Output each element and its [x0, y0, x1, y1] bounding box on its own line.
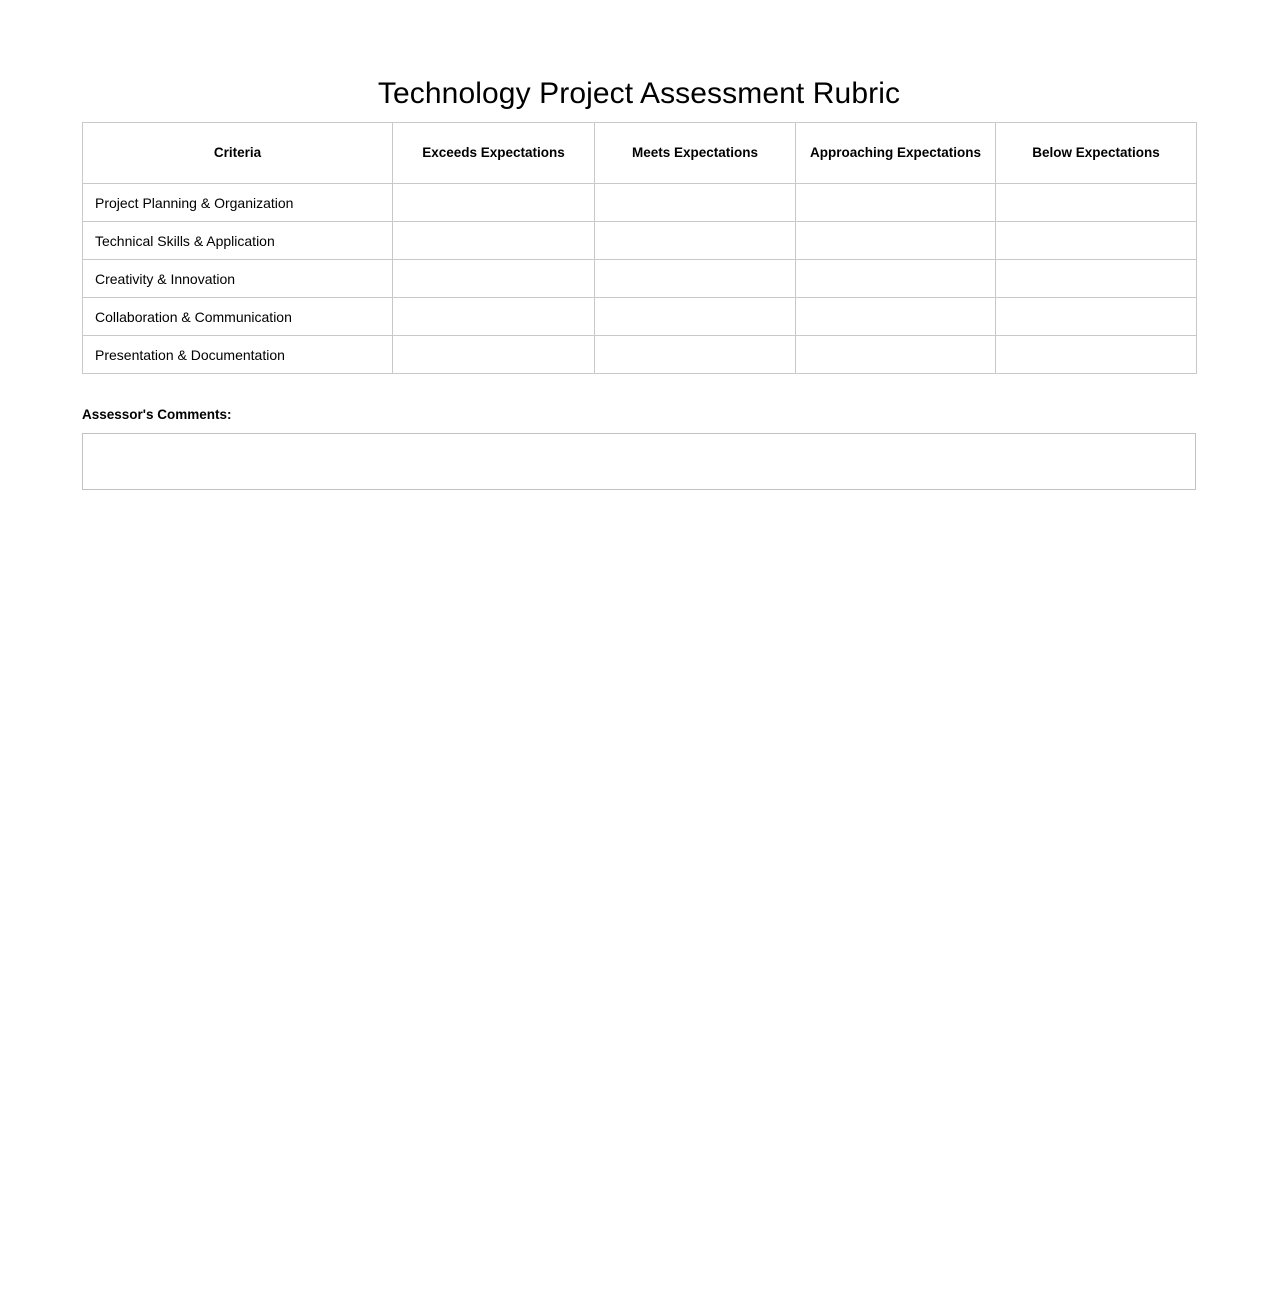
score-cell-exceeds[interactable]	[393, 260, 595, 298]
assessor-comments-label: Assessor's Comments:	[82, 407, 232, 422]
score-cell-meets[interactable]	[595, 298, 796, 336]
criteria-label: Technical Skills & Application	[83, 222, 393, 260]
score-cell-below[interactable]	[996, 298, 1197, 336]
table-row	[83, 336, 1197, 374]
table-row	[83, 298, 1197, 336]
score-cell-meets[interactable]	[595, 260, 796, 298]
column-header-below: Below Expectations	[996, 123, 1197, 184]
score-cell-below[interactable]	[996, 336, 1197, 374]
score-cell-exceeds[interactable]	[393, 336, 595, 374]
score-cell-approaching[interactable]	[796, 222, 996, 260]
score-cell-exceeds[interactable]	[393, 184, 595, 222]
column-header-exceeds: Exceeds Expectations	[393, 123, 595, 184]
rubric-table-body	[83, 184, 1197, 374]
score-cell-exceeds[interactable]	[393, 298, 595, 336]
page-title: Technology Project Assessment Rubric	[377, 77, 901, 111]
score-cell-below[interactable]	[996, 260, 1197, 298]
score-cell-meets[interactable]	[595, 336, 796, 374]
score-cell-approaching[interactable]	[796, 298, 996, 336]
score-cell-approaching[interactable]	[796, 184, 996, 222]
score-cell-below[interactable]	[996, 184, 1197, 222]
rubric-table	[82, 122, 1197, 374]
score-cell-below[interactable]	[996, 222, 1197, 260]
criteria-label: Presentation & Documentation	[83, 336, 393, 374]
score-cell-meets[interactable]	[595, 184, 796, 222]
score-cell-meets[interactable]	[595, 222, 796, 260]
criteria-label: Collaboration & Communication	[83, 298, 393, 336]
column-header-criteria: Criteria	[83, 123, 393, 184]
criteria-label: Project Planning & Organization	[83, 184, 393, 222]
column-header-meets: Meets Expectations	[595, 123, 796, 184]
assessor-comments-input[interactable]	[82, 433, 1196, 490]
criteria-label: Creativity & Innovation	[83, 260, 393, 298]
column-header-approaching: Approaching Expectations	[796, 123, 996, 184]
score-cell-approaching[interactable]	[796, 336, 996, 374]
rubric-table-header	[83, 123, 1197, 184]
table-row	[83, 184, 1197, 222]
table-row	[83, 222, 1197, 260]
table-header-row	[83, 123, 1197, 184]
score-cell-exceeds[interactable]	[393, 222, 595, 260]
table-row	[83, 260, 1197, 298]
score-cell-approaching[interactable]	[796, 260, 996, 298]
